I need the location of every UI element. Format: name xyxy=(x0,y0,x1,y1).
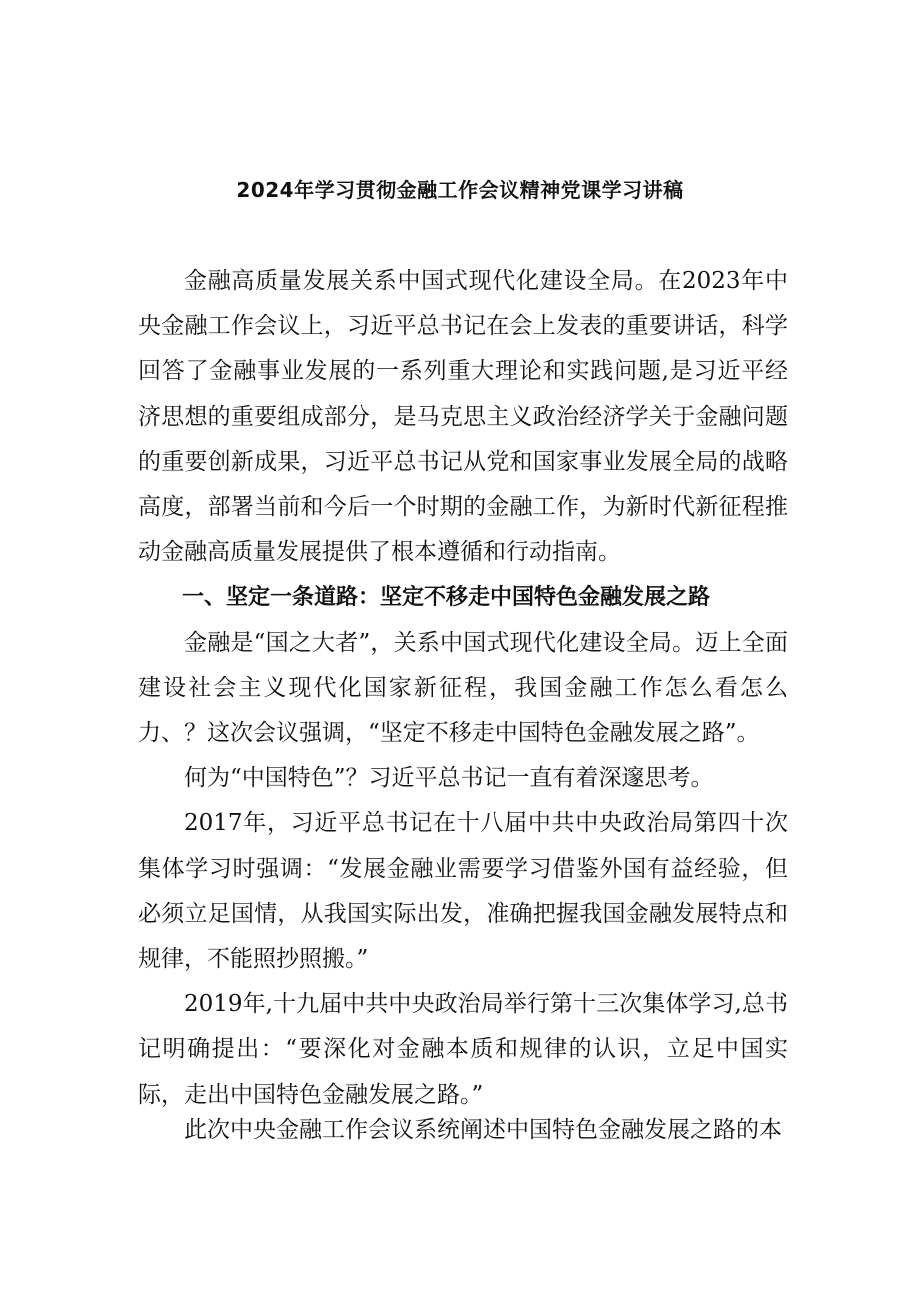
paragraph-national-matter: 金融是“国之大者”，关系中国式现代化建设全局。迈上全面建设社会主义现代化国家新征程，我国金融工作怎么看怎么力、？这次会议强调，“坚定不移走中国特色金融发展之路”。 xyxy=(138,629,788,747)
document-body xyxy=(138,259,788,1118)
section-heading-1: 一、坚定一条道路：坚定不移走中国特色金融发展之路 xyxy=(182,585,711,611)
document-body-continued xyxy=(138,1108,788,1153)
paragraph-intro: 金融高质量发展关系中国式现代化建设全局。在2023年中央金融工作会议上，习近平总书记在会上发表的重要讲话，科学回答了金融事业发展的一系列重大理论和实践问题,是习近平经济思想的重要组成部分，是马克思主义政治经济学关于金融问题的重要创新成果，习近平总书记从党和国家事业发展全局的战略高度，部署当前和今后一个时期的金融工作，为新时代新征程推动金融高质量发展提供了根本遵循和行动指南。 xyxy=(138,268,788,566)
paragraph-conference-summary: 此次中央金融工作会议系统阐述中国特色金融发展之路的本 xyxy=(184,1117,782,1143)
document-title: 2024年学习贯彻金融工作会议精神党课学习讲稿 xyxy=(236,178,684,202)
paragraph-2017: 2017年，习近平总书记在十八届中共中央政治局第四十次集体学习时强调：“发展金融业需要学习借鉴外国有益经验，但必须立足国情，从我国实际出发，准确把握我国金融发展特点和规律，不能照抄照搬。” xyxy=(138,810,788,973)
paragraph-chinese-characteristics: 何为“中国特色”？习近平总书记一直有着深邃思考。 xyxy=(184,765,714,792)
paragraph-2019: 2019年,十九届中共中央政治局举行第十三次集体学习,总书记明确提出：“要深化对金融本质和规律的认识，立足中国实际，走出中国特色金融发展之路。” xyxy=(138,991,788,1108)
